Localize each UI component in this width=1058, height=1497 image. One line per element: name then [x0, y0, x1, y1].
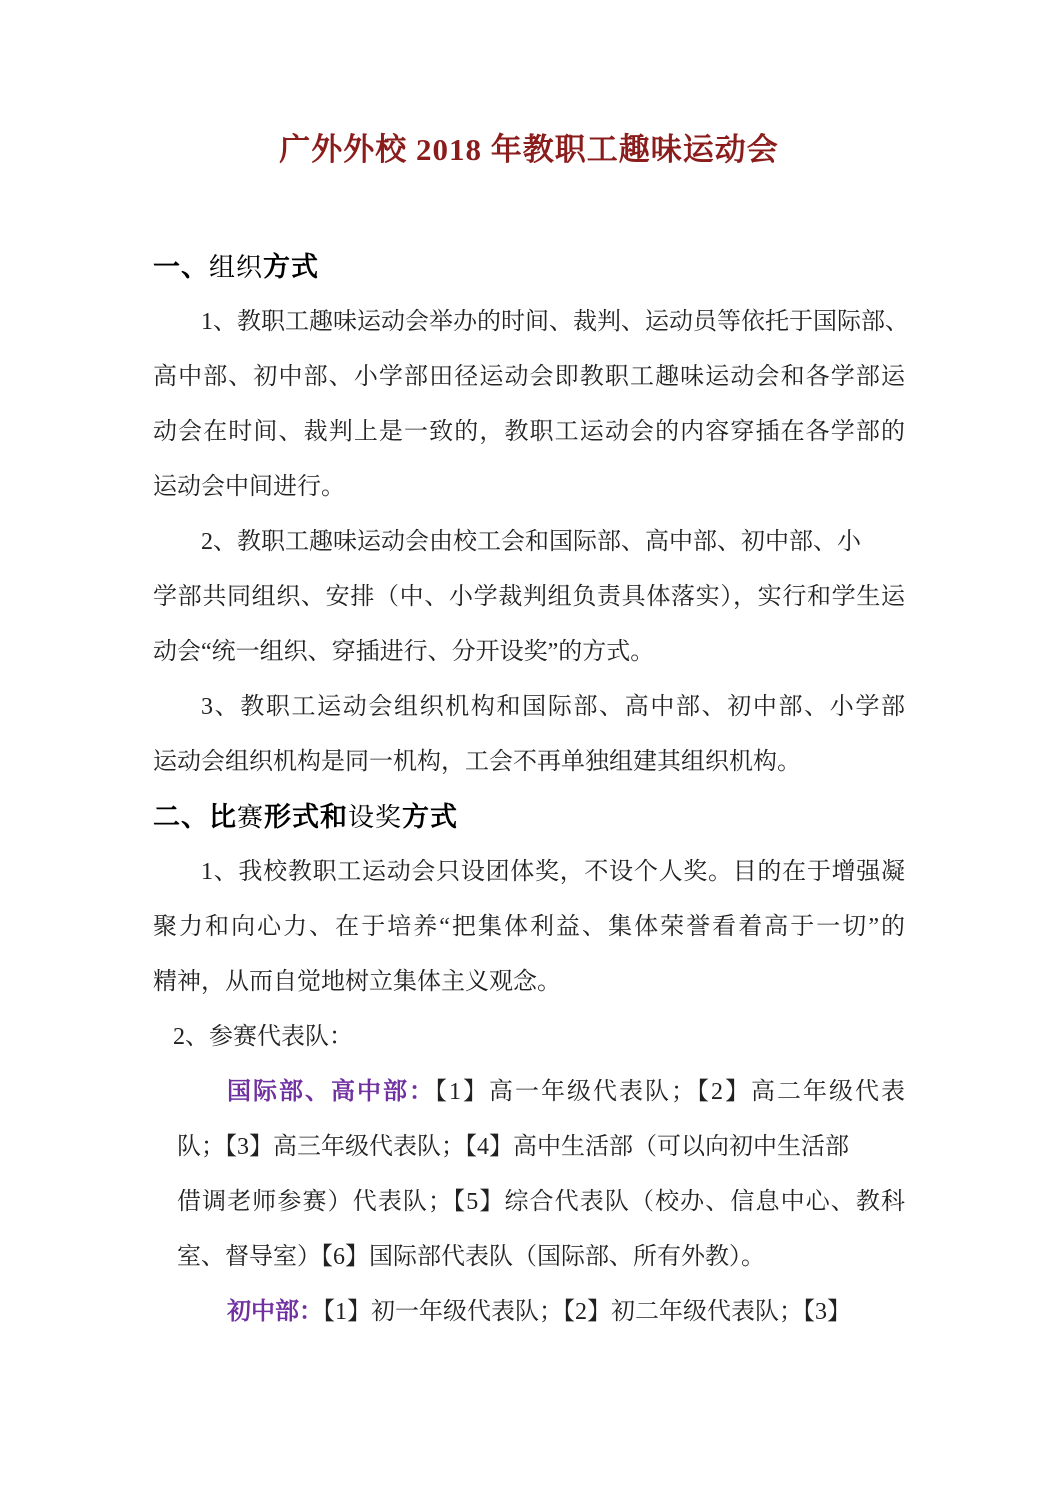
heading-segment: 方式	[402, 802, 459, 832]
team-line-intl-high: 借调老师参赛）代表队；【5】综合代表队（校办、信息中心、教科	[177, 1189, 905, 1215]
team-label-intl-high: 国际部、高中部：	[227, 1079, 435, 1105]
heading-segment: 赛	[237, 803, 265, 832]
heading-segment: 形式和	[264, 802, 349, 832]
paragraph-line: 学部共同组织、安排（中、小学裁判组负责具体落实），实行和学生运	[153, 584, 905, 610]
paragraph-line: 精神，从而自觉地树立集体主义观念。	[153, 969, 561, 995]
document-body	[153, 240, 909, 1340]
heading-segment: 方式	[263, 252, 320, 282]
team-line-intl-high	[177, 1065, 905, 1120]
paragraph-line: 2、教职工趣味运动会由校工会和国际部、高中部、初中部、小	[201, 529, 861, 555]
heading-segment: 设奖	[348, 803, 403, 832]
team-line-junior	[177, 1285, 905, 1340]
paragraph-line: 聚力和向心力、在于培养“把集体利益、集体荣誉看着高于一切”的	[153, 914, 905, 940]
paragraph-line: 1、教职工趣味运动会举办的时间、裁判、运动员等依托于国际部、	[201, 309, 909, 335]
document-title: 广外外校 2018 年教职工趣味运动会	[279, 132, 779, 167]
paragraph-line: 动会“统一组织、穿插进行、分开设奖”的方式。	[153, 639, 655, 665]
paragraph-line: 运动会组织机构是同一机构，工会不再单独组建其组织机构。	[153, 749, 801, 775]
section-2-heading	[153, 790, 905, 845]
team-line-intl-high: 室、督导室）【6】国际部代表队（国际部、所有外教）。	[177, 1244, 765, 1270]
paragraph-line: 3、教职工运动会组织机构和国际部、高中部、初中部、小学部	[201, 694, 905, 720]
team-line-text: 【1】高一年级代表队；【2】高二年级代表	[435, 1079, 905, 1105]
paragraph-line: 1、我校教职工运动会只设团体奖，不设个人奖。目的在于增强凝	[201, 859, 905, 885]
heading-segment: 一、	[153, 252, 209, 282]
section-1-heading	[153, 240, 905, 295]
heading-segment: 组织	[209, 253, 264, 282]
team-label-junior: 初中部：	[227, 1299, 323, 1325]
heading-segment: 二、比	[153, 802, 237, 832]
teams-intro-line: 2、参赛代表队：	[173, 1024, 353, 1050]
team-line-intl-high: 队；【3】高三年级代表队；【4】高中生活部（可以向初中生活部	[177, 1134, 849, 1160]
paragraph-line: 运动会中间进行。	[153, 474, 345, 500]
paragraph-line: 动会在时间、裁判上是一致的，教职工运动会的内容穿插在各学部的	[153, 419, 905, 445]
team-line-text: 【1】初一年级代表队；【2】初二年级代表队；【3】	[323, 1299, 851, 1325]
paragraph-line: 高中部、初中部、小学部田径运动会即教职工趣味运动会和各学部运	[153, 364, 905, 390]
